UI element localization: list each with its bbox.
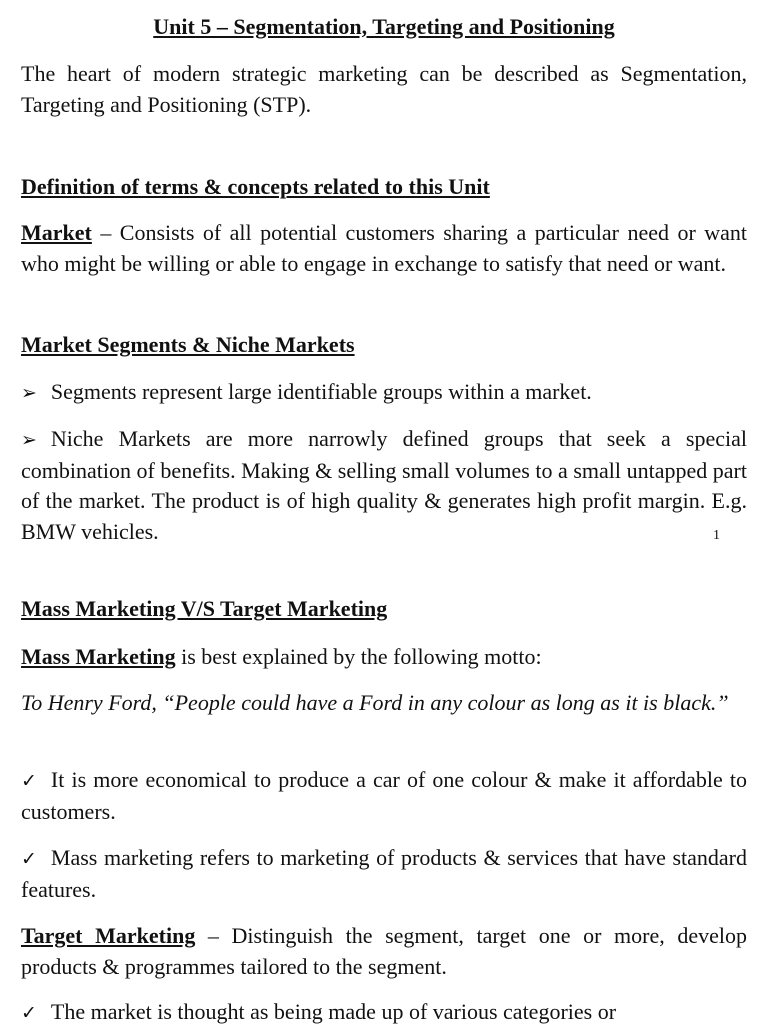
target-bullet-text: The market is thought as being made up of various categories or [50,999,617,1024]
footnote-marker: 1 [713,528,720,543]
mass-marketing-intro [21,642,747,673]
arrowhead-bullet-icon: ➢ [21,382,37,404]
segments-heading: Market Segments & Niche Markets [21,332,355,357]
target-marketing-definition [21,921,747,982]
checkmark-bullet-icon: ✓ [21,1002,37,1024]
niche-bullet-text: Niche Markets are more narrowly defined groups that seek a special combination of benefits. Making & selling small volumes to a small untapped part of the market. The product is of high quality & generates high profit margin. E.g. BMW vehicles. [21,426,747,544]
target-marketing-term: Target Marketing [21,923,196,948]
mass-bullet-text: It is more economical to produce a car of one colour & make it affordable to customers. [21,767,747,824]
mass-bullet-text: Mass marketing refers to marketing of products & services that have standard features. [21,845,747,902]
mass-target-heading: Mass Marketing V/S Target Marketing [21,596,388,621]
target-bullet [21,997,747,1024]
target-marketing-text: – Distinguish the segment, target one or more, develop products & programmes tailored to the segment. [21,923,747,979]
checkmark-bullet-icon: ✓ [21,848,37,870]
segment-bullet [21,377,747,409]
checkmark-bullet-icon: ✓ [21,770,37,792]
mass-marketing-term: Mass Marketing [21,644,176,669]
arrowhead-bullet-icon: ➢ [21,429,37,451]
intro-paragraph: The heart of modern strategic marketing can be described as Segmentation, Targeting and Positioning (STP). [21,61,747,117]
market-term: Market [21,220,92,245]
mass-bullet [21,765,747,827]
market-definition [21,218,747,279]
ford-quote: To Henry Ford, “People could have a Ford in any colour as long as it is black.” [21,690,729,715]
mass-marketing-text: is best explained by the following motto: [175,644,542,669]
page-title: Unit 5 – Segmentation, Targeting and Positioning [153,14,615,39]
segment-bullet-text: Segments represent large identifiable groups within a market. [50,379,592,404]
mass-bullet [21,843,747,905]
definitions-heading: Definition of terms & concepts related to this Unit [21,174,490,199]
market-definition-text: – Consists of all potential customers sharing a particular need or want who might be willing or able to engage in exchange to satisfy that need or want. [21,220,747,276]
niche-bullet [21,424,747,547]
